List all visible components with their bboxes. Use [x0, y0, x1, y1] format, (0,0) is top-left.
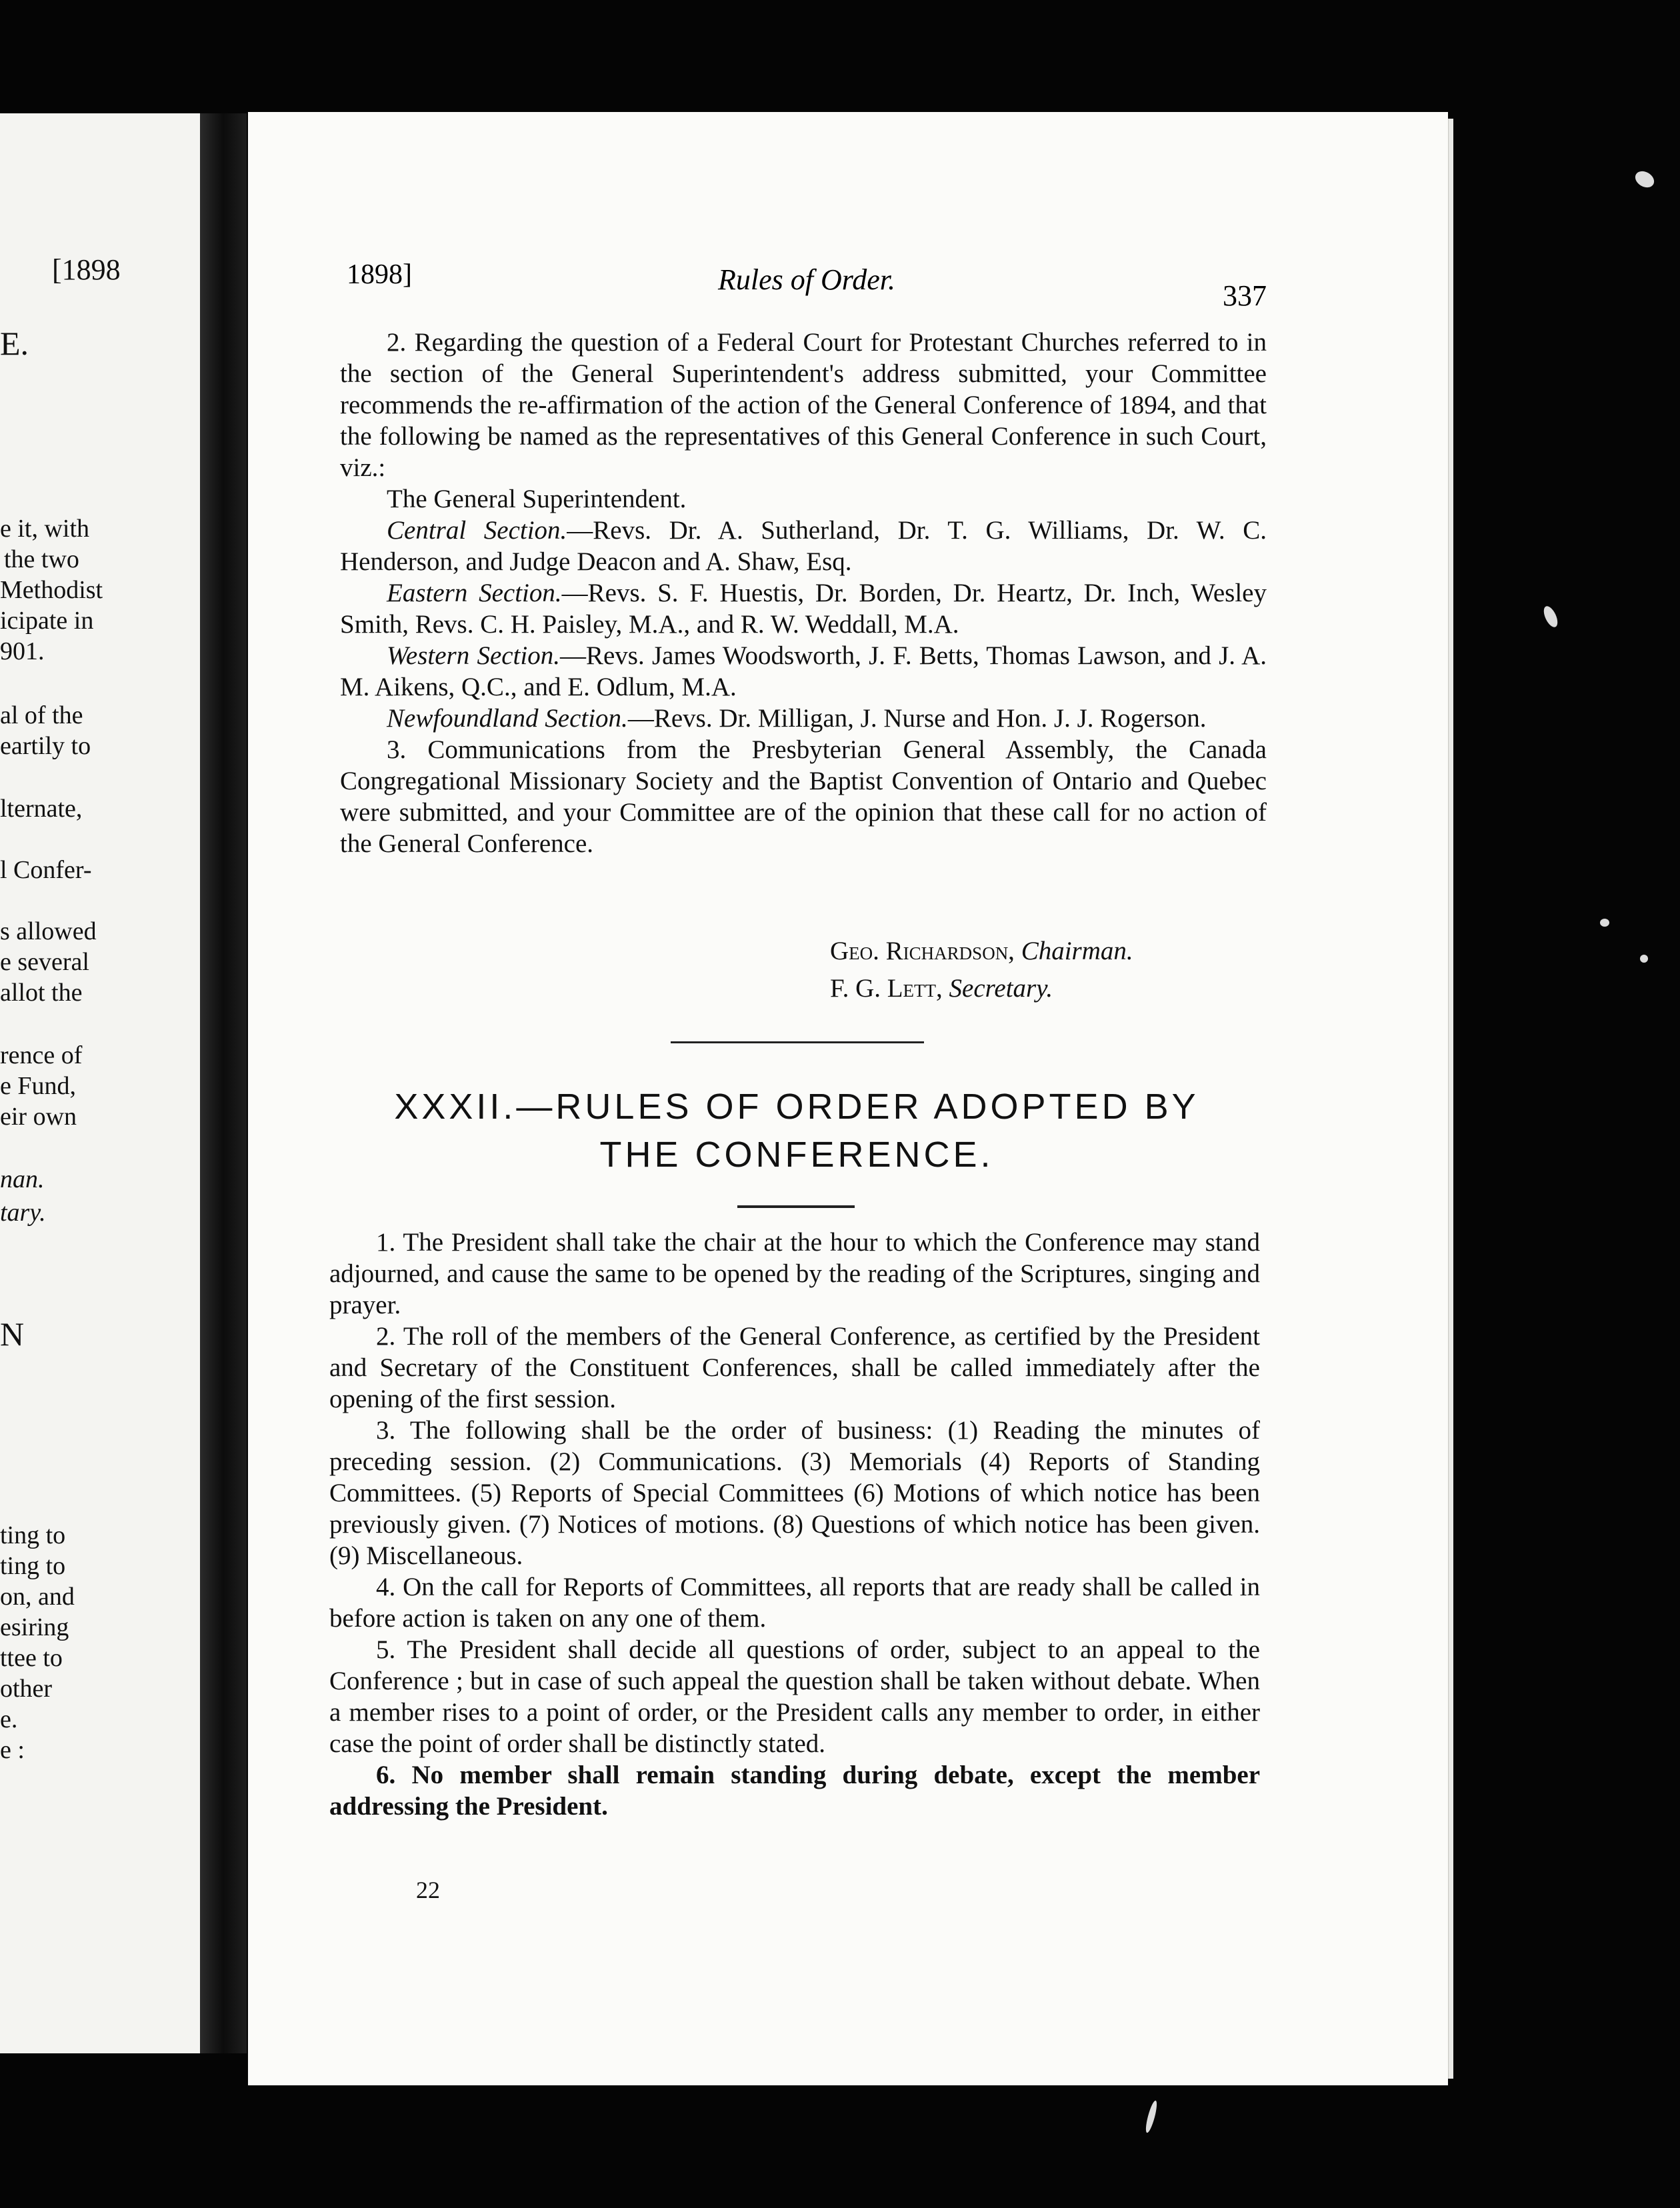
scan-artifact: [1600, 919, 1609, 927]
eastern-section-text: —Revs. S. F. Huestis, Dr. Borden, Dr. Heartz, Dr. Inch, Wesley Smith, Revs. C. H. Paisley, M.A., and R. W. Weddall, M.A.: [340, 579, 1267, 639]
rules-of-order-list: [329, 1227, 1260, 1822]
chairman-name: Geo. Richardson,: [830, 937, 1015, 965]
western-section-label: Western Section.: [387, 641, 560, 670]
heading-line-1: XXXII.—RULES OF ORDER ADOPTED BY: [394, 1087, 1199, 1127]
left-page-fragment: al of the: [0, 701, 83, 729]
left-page-fragment: E.: [0, 325, 29, 362]
left-page-fragment: ting to: [0, 1552, 66, 1580]
left-page-fragment: rence of: [0, 1041, 83, 1069]
left-page-fragment: e several: [0, 948, 89, 976]
newfoundland-section-entry: [340, 703, 1267, 734]
rule-6: 6. No member shall remain standing during debate, except the member addressing the President.: [329, 1761, 1260, 1821]
left-page-fragment: e Fund,: [0, 1072, 76, 1100]
chairman-title: Chairman.: [1021, 937, 1133, 965]
central-section-entry: [340, 515, 1267, 577]
left-page-fragment: ting to: [0, 1521, 66, 1549]
central-section-label: Central Section.: [387, 516, 567, 545]
left-page-fragment: lternate,: [0, 795, 83, 823]
western-section-entry: [340, 640, 1267, 703]
scan-artifact: [1640, 955, 1648, 963]
secretary-title: Secretary.: [949, 974, 1053, 1003]
previous-page-fragment: [0, 113, 200, 2053]
book-gutter: [200, 113, 247, 2053]
left-page-fragment: s allowed: [0, 917, 97, 945]
paragraph-2: 2. Regarding the question of a Federal Court for Protestant Churches referred to in the section of the General Superintendent's address submitted, your Committee recommends the re-affirmation of the action of the General Conference of 1894, and that the following be named as the representatives of this General Conference in such Court, viz.:: [340, 328, 1267, 482]
eastern-section-label: Eastern Section.: [387, 579, 562, 607]
left-page-fragment: eartily to: [0, 732, 91, 760]
eastern-section-entry: [340, 577, 1267, 640]
rule-1: 1. The President shall take the chair at the hour to which the Conference may stand adjourned, and cause the same to be opened by the reading of the Scriptures, singing and prayer.: [329, 1228, 1260, 1319]
section-heading: [333, 1083, 1260, 1179]
left-page-fragment: 901.: [0, 637, 45, 665]
chairman-signature: [830, 936, 1133, 966]
rule-3: 3. The following shall be the order of business: (1) Reading the minutes of preceding session. (2) Communications. (3) Memorials (4) Reports of Standing Committees. (5) Reports of Special Committees (6) Motions of which notice has been previously given. (7) Notices of motions. (8) Questions of which notice has been given. (9) Miscellaneous.: [329, 1416, 1260, 1570]
paragraph-3: 3. Communications from the Presbyterian General Assembly, the Canada Congregational Missionary Society and the Baptist Convention of Ontario and Quebec were submitted, and your Committee are of the opinion that these call for no action of the General Conference.: [340, 735, 1267, 858]
left-page-year: [1898: [52, 253, 121, 286]
heading-underline: [737, 1205, 855, 1208]
rule-5: 5. The President shall decide all questions of order, subject to an appeal to the Conference ; but in case of such appeal the question shall be taken without debate. When a member rises to a point of order, or the President calls any member to order, in either case the point of order shall be distinctly stated.: [329, 1635, 1260, 1758]
signature-mark: 22: [416, 1877, 440, 1903]
scan-artifact: [1144, 2100, 1159, 2134]
newfoundland-section-label: Newfoundland Section.: [387, 704, 628, 733]
left-page-fragment: e it, with: [0, 515, 90, 543]
left-page-fragment: N: [0, 1315, 25, 1353]
left-page-fragment: the two: [4, 545, 79, 573]
left-page-fragment: on, and: [0, 1583, 75, 1611]
left-page-fragment: allot the: [0, 979, 83, 1007]
running-head-title: Rules of Order.: [717, 263, 896, 296]
left-page-fragment: nan.: [0, 1165, 45, 1193]
scan-artifact: [1633, 168, 1657, 191]
left-page-fragment: eir own: [0, 1103, 77, 1131]
left-page-fragment: icipate in: [0, 607, 94, 635]
left-page-fragment: ttee to: [0, 1644, 63, 1672]
committee-report-section: [340, 327, 1267, 859]
left-page-fragment: l Confer-: [0, 856, 92, 884]
left-page-fragment: tary.: [0, 1199, 46, 1227]
secretary-name: F. G. Lett,: [830, 974, 943, 1003]
scan-artifact: [1541, 604, 1561, 629]
rule-2: 2. The roll of the members of the General Conference, as certified by the President and Secretary of the Constituent Conferences, shall be called immediately after the opening of the first session.: [329, 1322, 1260, 1413]
general-superintendent-line: The General Superintendent.: [387, 485, 687, 513]
heading-line-2: THE CONFERENCE.: [599, 1135, 994, 1175]
left-page-fragment: Methodist: [0, 576, 103, 604]
left-page-fragment: e :: [0, 1736, 25, 1764]
running-head-year: 1898]: [347, 259, 412, 290]
left-page-fragment: other: [0, 1675, 53, 1703]
page-number: 337: [1223, 279, 1267, 312]
newfoundland-section-text: —Revs. Dr. Milligan, J. Nurse and Hon. J. J. Rogerson.: [627, 704, 1207, 733]
running-head: [347, 259, 1267, 312]
left-page-fragment: e.: [0, 1705, 18, 1733]
central-section-text: —Revs. Dr. A. Sutherland, Dr. T. G. Williams, Dr. W. C. Henderson, and Judge Deacon and A. Shaw, Esq.: [340, 516, 1267, 576]
section-divider: [671, 1041, 924, 1043]
secretary-signature: [830, 973, 1053, 1003]
western-section-text: —Revs. James Woodsworth, J. F. Betts, Thomas Lawson, and J. A. M. Aikens, Q.C., and E. Odlum, M.A.: [340, 641, 1267, 701]
rule-4: 4. On the call for Reports of Committees, all reports that are ready shall be called in before action is taken on any one of them.: [329, 1573, 1260, 1633]
left-page-fragment: esiring: [0, 1613, 69, 1641]
